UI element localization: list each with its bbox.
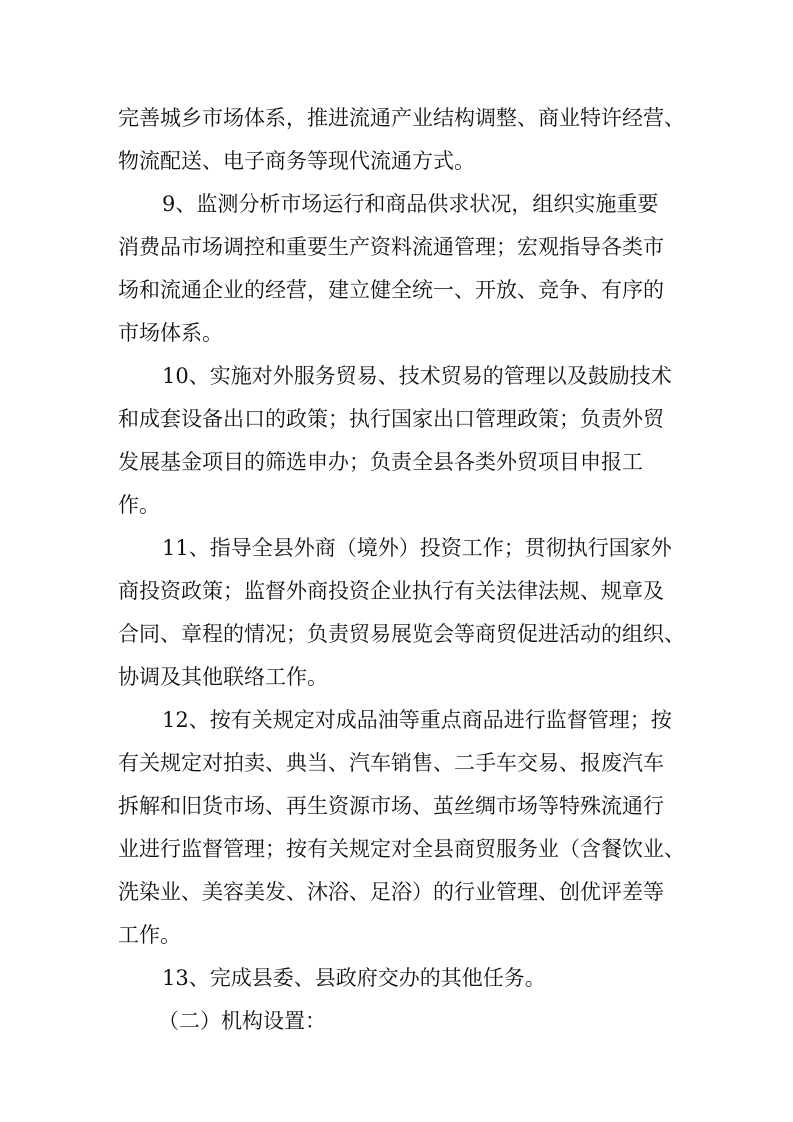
paragraph-line: 物流配送、电子商务等现代流通方式。	[118, 149, 475, 173]
paragraph-line: 商投资政策；监督外商投资企业执行有关法律法规、规章及	[118, 579, 664, 603]
paragraph-line: 完善城乡市场体系，推进流通产业结构调整、商业特许经营、	[118, 106, 685, 130]
item-12-line: 12、按有关规定对成品油等重点商品进行监督管理；按	[162, 708, 672, 732]
paragraph-line: 和成套设备出口的政策；执行国家出口管理政策；负责外贸	[118, 407, 664, 431]
item-11-line: 11、指导全县外商（境外）投资工作；贯彻执行国家外	[162, 536, 672, 560]
paragraph-line: 有关规定对拍卖、典当、汽车销售、二手车交易、报废汽车	[118, 751, 664, 775]
paragraph-line: 合同、章程的情况；负责贸易展览会等商贸促进活动的组织、	[118, 622, 685, 646]
paragraph-line: 工作。	[118, 923, 181, 947]
paragraph-line: 洗染业、美容美发、沐浴、足浴）的行业管理、创优评差等	[118, 880, 664, 904]
item-10-line: 10、实施对外服务贸易、技术贸易的管理以及鼓励技术	[162, 364, 672, 388]
paragraph-line: 协调及其他联络工作。	[118, 665, 328, 689]
section-heading: （二）机构设置：	[158, 1009, 326, 1033]
paragraph-line: 业进行监督管理；按有关规定对全县商贸服务业（含餐饮业、	[118, 837, 685, 861]
paragraph-line: 市场体系。	[118, 321, 223, 345]
paragraph-line: 拆解和旧货市场、再生资源市场、茧丝绸市场等特殊流通行	[118, 794, 664, 818]
paragraph-line: 消费品市场调控和重要生产资料流通管理；宏观指导各类市	[118, 235, 664, 259]
item-9-line: 9、监测分析市场运行和商品供求状况，组织实施重要	[162, 192, 659, 216]
paragraph-line: 发展基金项目的筛选申办；负责全县各类外贸项目申报工	[118, 450, 643, 474]
item-13-line: 13、完成县委、县政府交办的其他任务。	[162, 966, 546, 990]
paragraph-line: 作。	[118, 493, 160, 517]
paragraph-line: 场和流通企业的经营，建立健全统一、开放、竞争、有序的	[118, 278, 664, 302]
